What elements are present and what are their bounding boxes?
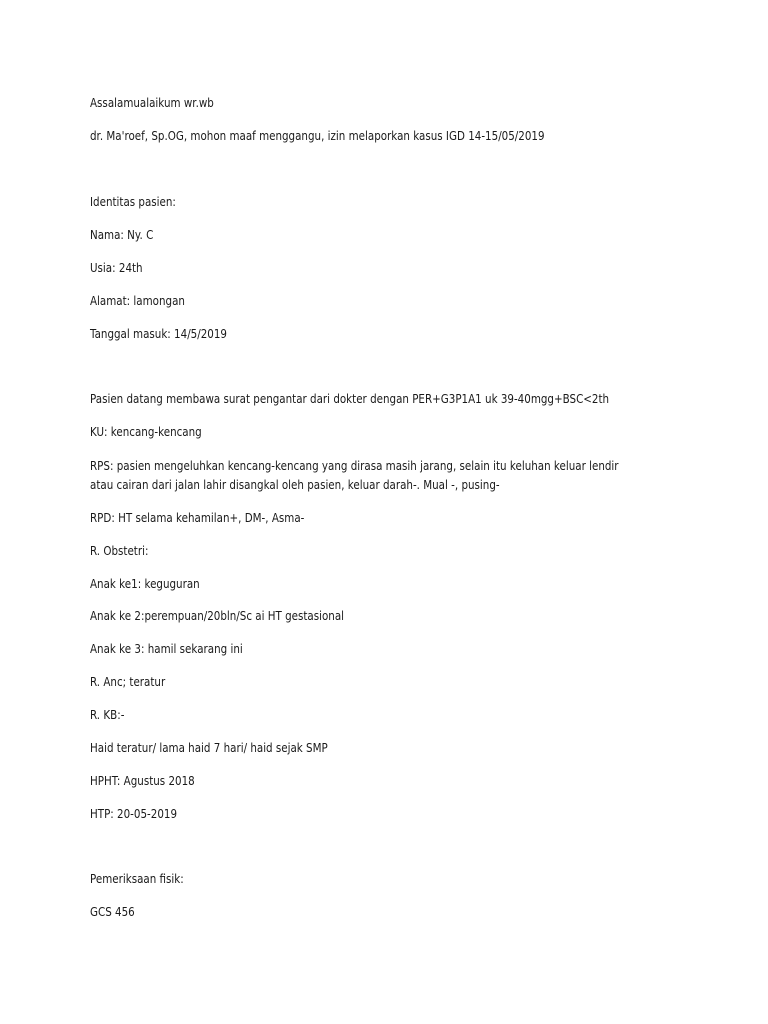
rps-line-2: atau cairan dari jalan lahir disangkal oleh pasien, keluar darah-. Mual -, pusing- xyxy=(90,478,500,492)
kb-line: R. KB:- xyxy=(90,708,125,722)
ku-line: KU: kencang-kencang xyxy=(90,425,202,439)
physical-exam-heading: Pemeriksaan fisik: xyxy=(90,872,184,886)
rps-line-1: RPS: pasien mengeluhkan kencang-kencang yang dirasa masih jarang, selain itu keluhan keluar lendir xyxy=(90,459,619,473)
patient-address: Alamat: lamongan xyxy=(90,294,185,308)
child-1-line: Anak ke1: keguguran xyxy=(90,577,200,591)
anc-line: R. Anc; teratur xyxy=(90,675,166,689)
salutation-line: dr. Ma'roef, Sp.OG, mohon maaf menggangu, izin melaporkan kasus IGD 14-15/05/2019 xyxy=(90,129,545,143)
htp-line: HTP: 20-05-2019 xyxy=(90,807,178,821)
rpd-line: RPD: HT selama kehamilan+, DM-, Asma- xyxy=(90,511,305,525)
child-2-line: Anak ke 2:perempuan/20bln/Sc ai HT gestasional xyxy=(90,609,345,623)
patient-name: Nama: Ny. C xyxy=(90,228,154,242)
referral-line: Pasien datang membawa surat pengantar dari dokter dengan PER+G3P1A1 uk 39-40mgg+BSC<2th xyxy=(90,392,610,406)
patient-age: Usia: 24th xyxy=(90,261,143,275)
identity-heading: Identitas pasien: xyxy=(90,195,176,209)
child-3-line: Anak ke 3: hamil sekarang ini xyxy=(90,642,243,656)
gcs-line: GCS 456 xyxy=(90,905,135,919)
menstruation-line: Haid teratur/ lama haid 7 hari/ haid sejak SMP xyxy=(90,741,328,755)
greeting-line: Assalamualaikum wr.wb xyxy=(90,96,214,110)
admission-date: Tanggal masuk: 14/5/2019 xyxy=(90,327,227,341)
hpht-line: HPHT: Agustus 2018 xyxy=(90,774,195,788)
obstetric-heading: R. Obstetri: xyxy=(90,544,149,558)
